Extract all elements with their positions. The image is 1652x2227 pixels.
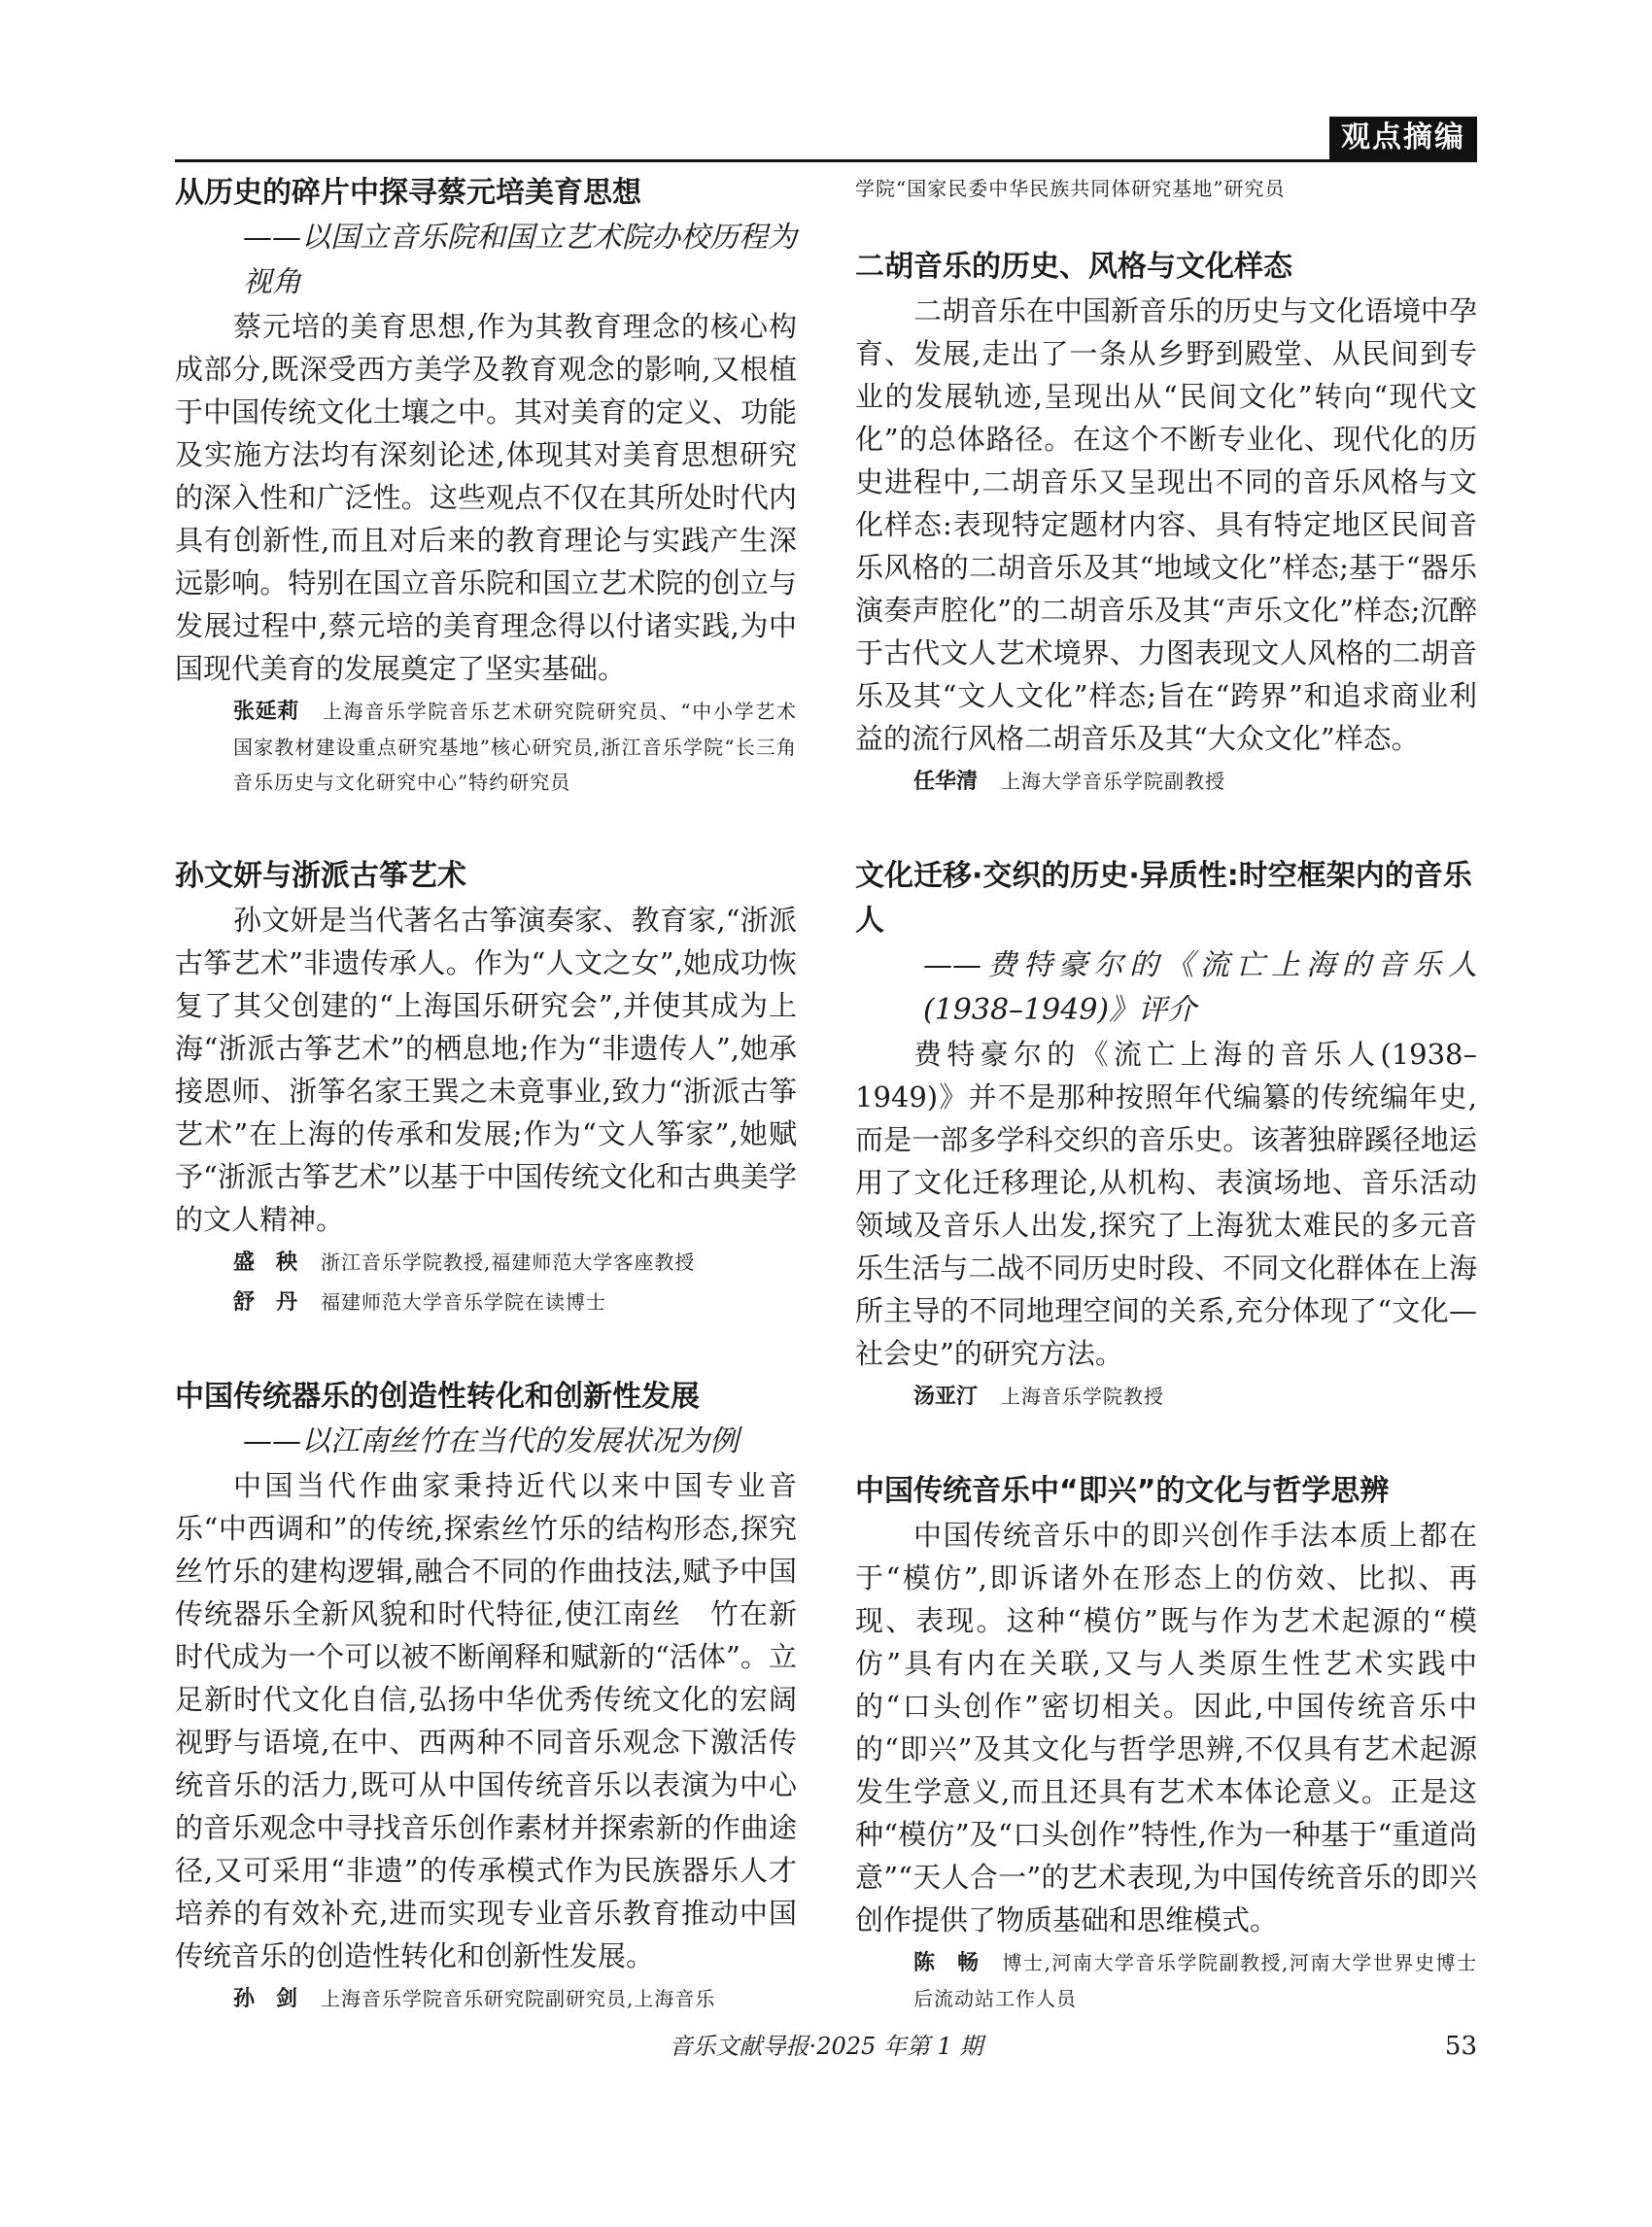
author-line (855, 764, 1477, 800)
article-title: 中国传统音乐中“即兴”的文化与哲学思辨 (855, 1474, 1390, 1508)
article-subtitle: ——以国立音乐院和国立艺术院办校历程为视角 (243, 221, 797, 299)
author-name: 任华清 (913, 770, 979, 794)
author-name: 孙 剑 (233, 1987, 298, 2011)
article-title: 孙文妍与浙派古筝艺术 (175, 859, 466, 893)
article-body: 费特豪尔的《流亡上海的音乐人(1938–1949)》并不是那种按照年代编纂的传统编年史,而是一部多学科交织的音乐史。该著独辟蹊径地运用了文化迁移理论,从机构、表演场地、音乐活动领域及音乐人出发,探究了上海犹太难民的多元音乐生活与二战不同历史时段、不同文化群体在上海所主导的不同地理空间的关系,充分体现了“文化—社会史”的研究方法。 (855, 1038, 1477, 1370)
author-name: 张延莉 (233, 700, 300, 724)
right-column (855, 171, 1477, 2016)
article-sun-wenyan (175, 854, 797, 1320)
author-affiliation: 浙江音乐学院教授,福建师范大学客座教授 (321, 1251, 696, 1274)
author-line (175, 1285, 797, 1320)
author-affiliation: 上海音乐学院音乐研究院副研究员,上海音乐 (321, 1987, 716, 2010)
article-erhu (855, 245, 1477, 800)
article-body: 中国当代作曲家秉持近代以来中国专业音乐“中西调和”的传统,探索丝竹乐的结构形态,探究丝竹乐的建构逻辑,融合不同的作曲技法,赋予中国传统器乐全新风貌和时代特征,使江南丝 竹在新时代成为一个可以被不断阐释和赋新的“活体”。立足新时代文化自信,弘扬中华优秀传统文化的宏阔视野与语境,在中、西两种不同音乐观念下激活传统音乐的活力,既可从中国传统音乐以表演为中心的音乐观念中寻找音乐创作素材并探索新的作曲途径,又可采用“非遗”的传承模式作为民族器乐人才培养的有效补充,进而实现专业音乐教育推动中国传统音乐的创造性转化和创新性发展。 (175, 1469, 797, 1972)
article-body: 孙文妍是当代著名古筝演奏家、教育家,“浙派古筝艺术”非遗传承人。作为“人文之女”,她成功恢复了其父创建的“上海国乐研究会”,并使其成为上海“浙派古筝艺术”的栖息地;作为“非遗传人”,她承接恩师、浙筝名家王巽之未竟事业,致力“浙派古筝艺术”在上海的传承和发展;作为“文人筝家”,她赋予“浙派古筝艺术”以基于中国传统文化和古典美学的文人精神。 (175, 904, 797, 1236)
article-title: 从历史的碎片中探寻蔡元培美育思想 (175, 176, 641, 210)
article-title: 中国传统器乐的创造性转化和创新性发展 (175, 1380, 700, 1414)
author-affiliation: 上海音乐学院教授 (1001, 1385, 1165, 1408)
section-tag: 观点摘编 (1329, 117, 1477, 159)
author-name: 陈 畅 (913, 1951, 980, 1975)
author-name: 舒 丹 (233, 1290, 298, 1315)
article-body: 二胡音乐在中国新音乐的历史与文化语境中孕育、发展,走出了一条从乡野到殿堂、从民间到专业的发展轨迹,呈现出从“民间文化”转向“现代文化”的总体路径。在这个不断专业化、现代化的历史进程中,二胡音乐又呈现出不同的音乐风格与文化样态:表现特定题材内容、具有特定地区民间音乐风格的二胡音乐及其“地域文化”样态;基于“器乐演奏声腔化”的二胡音乐及其“声乐文化”样态;沉醉于古代文人艺术境界、力图表现文人风格的二胡音乐及其“文人文化”样态;旨在“跨界”和追求商业利益的流行风格二胡音乐及其“大众文化”样态。 (855, 294, 1478, 755)
affiliation-continued (855, 171, 1477, 206)
article-traditional-instruments (175, 1375, 797, 2017)
article-subtitle: ——以江南丝竹在当代的发展状况为例 (243, 1424, 739, 1458)
page-footer (175, 2027, 1477, 2066)
author-affiliation: 福建师范大学音乐学院在读博士 (321, 1290, 607, 1314)
article-exile-musicians (855, 854, 1477, 1415)
journal-issue: 音乐文献导报·2025 年第 1 期 (669, 2033, 983, 2060)
author-affiliation: 上海音乐学院音乐艺术研究院研究员、“中小学艺术国家教材建设重点研究基地”核心研究员,浙江音乐学院“长三角音乐历史与文化研究中心”特约研究员 (233, 700, 797, 794)
author-affiliation: 学院“国家民委中华民族共同体研究基地”研究员 (855, 177, 1286, 200)
article-improvisation (855, 1469, 1477, 2016)
author-line (855, 1945, 1477, 2016)
author-affiliation: 博士,河南大学音乐学院副教授,河南大学世界史博士后流动站工作人员 (913, 1951, 1477, 2010)
author-line (855, 1379, 1477, 1415)
author-name: 汤亚汀 (913, 1385, 979, 1409)
article-body: 中国传统音乐中的即兴创作手法本质上都在于“模仿”,即诉诸外在形态上的仿效、比拟、再现、表现。这种“模仿”既与作为艺术起源的“模仿”具有内在关联,又与人类原生性艺术实践中的“口头创作”密切相关。因此,中国传统音乐中的“即兴”及其文化与哲学思辨,不仅具有艺术起源发生学意义,而且还具有艺术本体论意义。正是这种“模仿”及“口头创作”特性,作为一种基于“重道尚意”“天人合一”的艺术表现,为中国传统音乐的即兴创作提供了物质基础和思维模式。 (855, 1519, 1477, 1936)
page-number: 53 (1444, 2032, 1477, 2061)
article-cai-yuanpei (175, 171, 797, 800)
article-subtitle: ——费特豪尔的《流亡上海的音乐人(1938–1949)》评介 (923, 948, 1477, 1027)
left-column (175, 171, 797, 2017)
article-body: 蔡元培的美育思想,作为其教育理念的核心构成部分,既深受西方美学及教育观念的影响,又根植于中国传统文化土壤之中。其对美育的定义、功能及实施方法均有深刻论述,体现其对美育思想研究的深入性和广泛性。这些观点不仅在其所处时代内具有创新性,而且对后来的教育理论与实践产生深远影响。特别在国立音乐院和国立艺术院的创立与发展过程中,蔡元培的美育理念得以付诸实践,为中国现代美育的发展奠定了坚实基础。 (175, 310, 797, 685)
author-line (175, 1981, 797, 2017)
author-line (175, 1245, 797, 1281)
article-title: 二胡音乐的历史、风格与文化样态 (855, 250, 1292, 284)
author-affiliation: 上海大学音乐学院副教授 (1001, 770, 1226, 793)
header-rule (175, 159, 1477, 162)
article-title: 文化迁移·交织的历史·异质性:时空框架内的音乐人 (855, 859, 1472, 938)
author-name: 盛 秧 (233, 1251, 298, 1275)
author-line (175, 694, 797, 800)
